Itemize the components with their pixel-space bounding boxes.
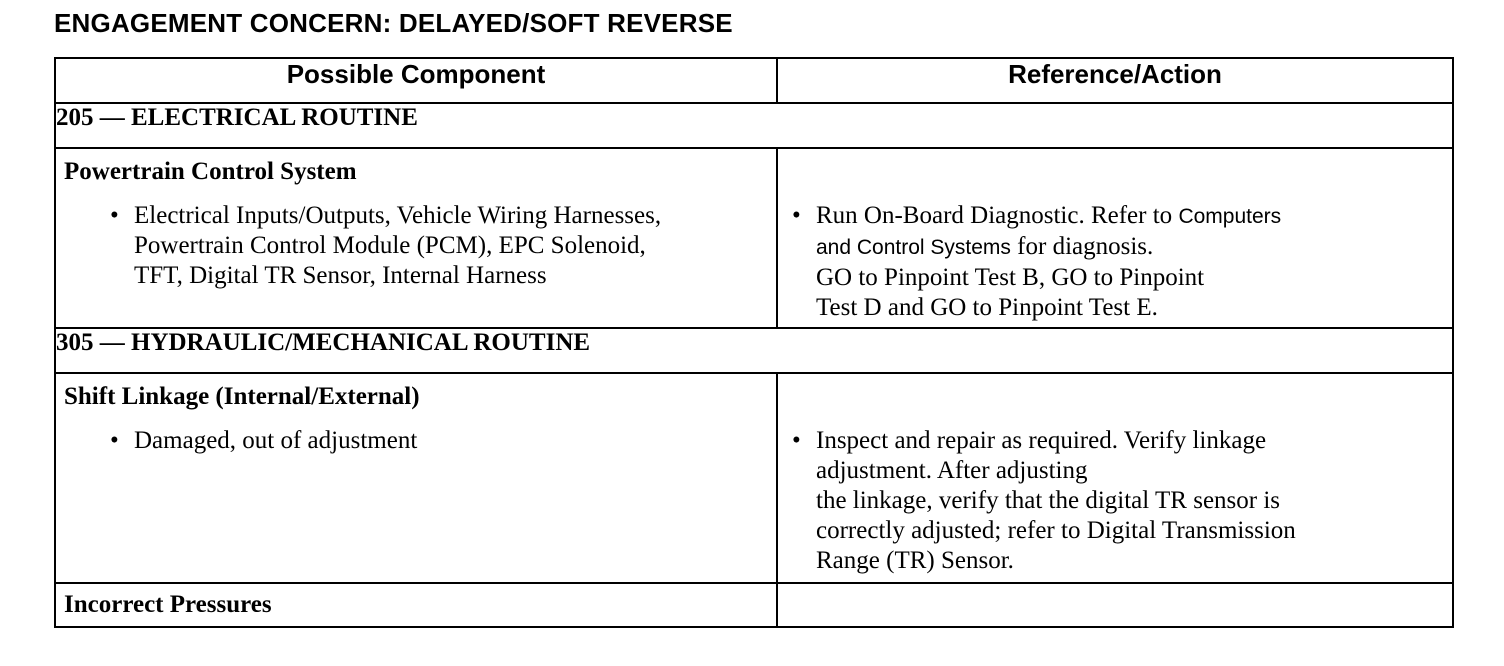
diagnostic-table — [54, 57, 1454, 628]
component-name: Powertrain Control System — [64, 158, 357, 185]
action-cell — [777, 583, 1453, 627]
table-header-row — [55, 58, 1453, 103]
component-detail-line: Electrical Inputs/Outputs, Vehicle Wiring Harnesses, — [134, 202, 662, 229]
section-heading-electrical: 205 — ELECTRICAL ROUTINE — [55, 103, 1453, 148]
component-name: Shift Linkage (Internal/External) — [64, 383, 420, 410]
column-header-reference-action: Reference/Action — [777, 58, 1453, 103]
section-heading-hydraulic: 305 — HYDRAULIC/MECHANICAL ROUTINE — [55, 328, 1453, 373]
bullet-icon: • — [792, 202, 801, 229]
component-name: Incorrect Pressures — [64, 591, 272, 618]
section-row — [55, 328, 1453, 373]
action-line: GO to Pinpoint Test B, GO to Pinpoint — [816, 264, 1205, 291]
component-cell — [55, 583, 777, 627]
action-line: Test D and GO to Pinpoint Test E. — [816, 294, 1158, 321]
page-title: ENGAGEMENT CONCERN: DELAYED/SOFT REVERSE — [54, 8, 733, 38]
component-detail-line: Damaged, out of adjustment — [134, 427, 418, 454]
bullet-icon: • — [110, 202, 119, 229]
bullet-icon: • — [792, 427, 801, 454]
component-detail-line: TFT, Digital TR Sensor, Internal Harness — [134, 262, 547, 289]
component-cell — [55, 148, 777, 328]
action-line: correctly adjusted; refer to Digital Transmission — [816, 517, 1296, 544]
action-cell — [777, 373, 1453, 583]
component-cell — [55, 373, 777, 583]
bullet-icon: • — [110, 427, 119, 454]
reference-link-text: and Control Systems — [816, 236, 1011, 259]
list-item — [778, 426, 1452, 576]
table-row — [55, 583, 1453, 627]
list-item — [56, 426, 776, 456]
table-row — [55, 148, 1453, 328]
section-row — [55, 103, 1453, 148]
action-line: the linkage, verify that the digital TR sensor is — [816, 487, 1281, 514]
reference-link-text: Computers — [1178, 205, 1282, 228]
list-item — [56, 201, 776, 291]
column-header-possible-component: Possible Component — [55, 58, 777, 103]
action-line: and Control Systems for diagnosis. — [816, 233, 1154, 260]
action-line: Inspect and repair as required. Verify linkage — [816, 427, 1267, 454]
action-line: Run On-Board Diagnostic. Refer to Computers — [816, 202, 1282, 229]
list-item — [778, 201, 1452, 323]
action-cell — [777, 148, 1453, 328]
table-row — [55, 373, 1453, 583]
component-detail-line: Powertrain Control Module (PCM), EPC Solenoid, — [134, 232, 646, 259]
action-line: Range (TR) Sensor. — [816, 547, 1014, 574]
action-line: adjustment. After adjusting — [816, 457, 1088, 484]
